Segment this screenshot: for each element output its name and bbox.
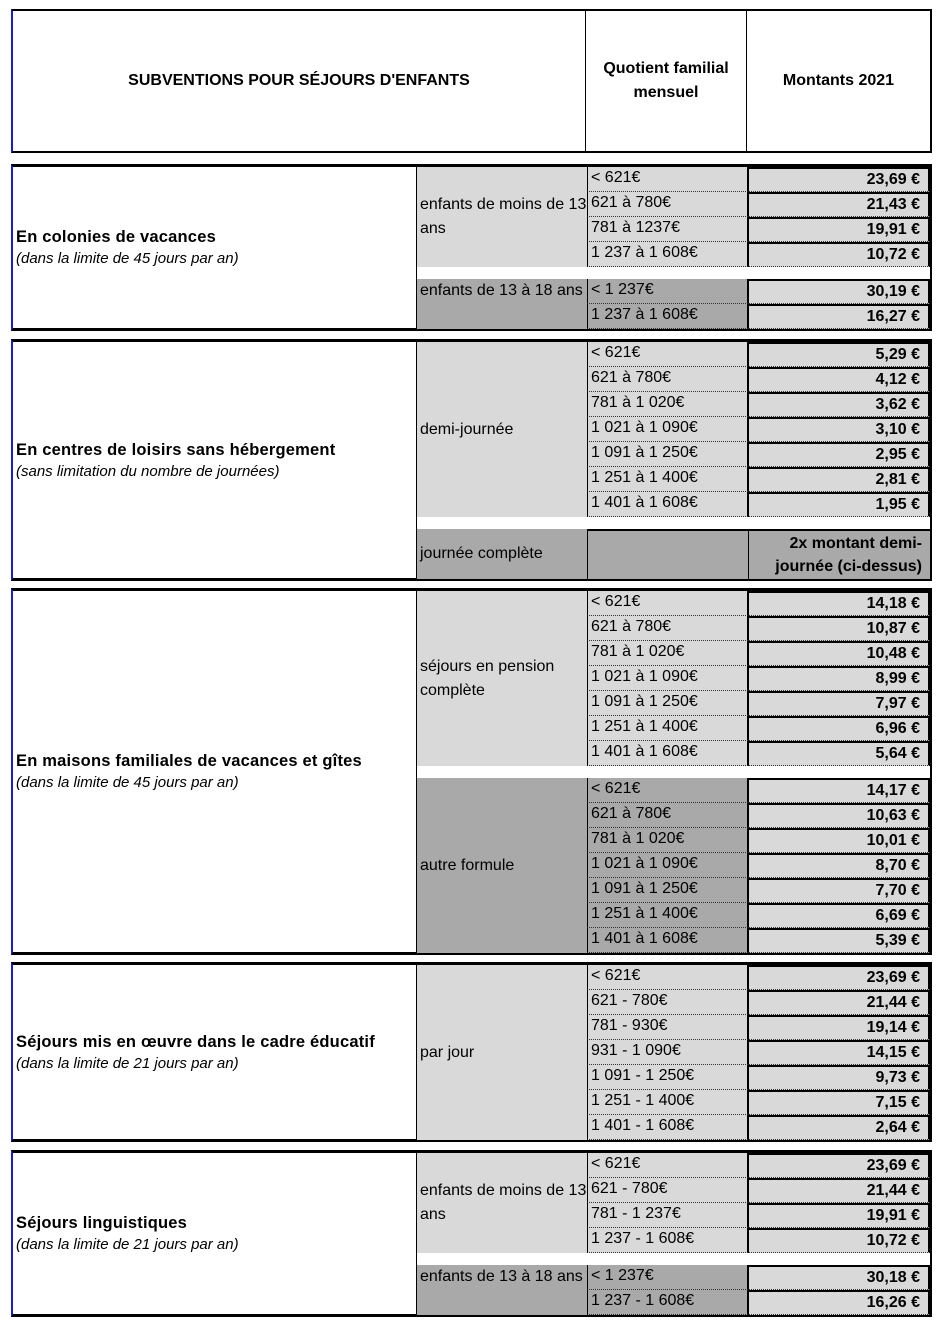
amount-cell: 2,81 € xyxy=(748,467,930,492)
quotient-cell: 1 091 - 1 250€ xyxy=(587,1065,748,1090)
spacer-row xyxy=(416,766,930,778)
amount-cell: 10,72 € xyxy=(748,1228,930,1253)
spacer-row xyxy=(416,517,930,529)
section-subtitle: (dans la limite de 21 jours par an) xyxy=(16,1236,239,1253)
amount-cell: 6,96 € xyxy=(748,716,930,741)
quotient-cell: < 621€ xyxy=(587,591,748,616)
table-row xyxy=(587,591,930,616)
table-row xyxy=(587,641,930,666)
quotient-cell: 1 021 à 1 090€ xyxy=(587,666,748,691)
note-text: 2x montant demi-journée (ci-dessus) xyxy=(775,535,922,575)
quotient-cell: < 621€ xyxy=(587,965,748,990)
quotient-cell: 781 à 1 020€ xyxy=(587,392,748,417)
table-row xyxy=(587,1203,930,1228)
quotient-cell: 781 à 1 020€ xyxy=(587,641,748,666)
table-row xyxy=(587,167,930,192)
quotient-cell: 1 401 à 1 608€ xyxy=(587,928,748,953)
amount-cell: 19,14 € xyxy=(748,1015,930,1040)
table-row xyxy=(587,1290,930,1315)
quotient-cell: 1 237 à 1 608€ xyxy=(587,304,748,329)
quotient-cell: 781 à 1 020€ xyxy=(587,828,748,853)
table-row xyxy=(587,1090,930,1115)
quotient-cell: 1 251 à 1 400€ xyxy=(587,716,748,741)
table-row xyxy=(587,878,930,903)
section-label xyxy=(13,1153,416,1315)
quotient-cell: 621 à 780€ xyxy=(587,367,748,392)
quotient-cell: 1 401 - 1 608€ xyxy=(587,1115,748,1140)
table-row xyxy=(587,467,930,492)
quotient-cell: < 621€ xyxy=(587,778,748,803)
section-title: En maisons familiales de vacances et gîtes xyxy=(16,752,362,770)
amount-cell: 9,73 € xyxy=(748,1065,930,1090)
amount-cell: 5,29 € xyxy=(748,342,930,367)
quotient-cell: 621 à 780€ xyxy=(587,803,748,828)
amount-cell: 3,62 € xyxy=(748,392,930,417)
table-row xyxy=(587,342,930,367)
table-row xyxy=(587,417,930,442)
group-label xyxy=(416,167,587,267)
amount-cell: 2,95 € xyxy=(748,442,930,467)
amount-cell: 21,43 € xyxy=(748,192,930,217)
group-label-text: autre formule xyxy=(420,856,515,874)
table-row xyxy=(587,279,930,304)
group-label-text: enfants de 13 à 18 ans xyxy=(420,1268,583,1285)
group-label xyxy=(416,965,587,1140)
table-row xyxy=(587,392,930,417)
quotient-cell: 1 237 à 1 608€ xyxy=(587,242,748,267)
amount-cell: 21,44 € xyxy=(748,1178,930,1203)
table-row xyxy=(587,716,930,741)
section-subtitle: (dans la limite de 21 jours par an) xyxy=(16,1054,239,1072)
group-label xyxy=(416,1265,587,1315)
quotient-cell: < 621€ xyxy=(587,1153,748,1178)
amount-cell: 5,64 € xyxy=(748,741,930,766)
quotient-cell: 1 401 à 1 608€ xyxy=(587,492,748,517)
amount-cell: 5,39 € xyxy=(748,928,930,953)
quotient-cell: 621 - 780€ xyxy=(587,990,748,1015)
quotient-cell: 781 - 930€ xyxy=(587,1015,748,1040)
amount-cell: 6,69 € xyxy=(748,903,930,928)
quotient-cell-empty xyxy=(587,529,748,579)
table-row xyxy=(587,1065,930,1090)
group-label-text: journée complète xyxy=(420,545,543,562)
amount-cell: 30,19 € xyxy=(748,279,930,304)
header-montants: Montants 2021 xyxy=(746,11,930,151)
amount-cell: 14,15 € xyxy=(748,1040,930,1065)
amount-cell: 7,15 € xyxy=(748,1090,930,1115)
table-row xyxy=(587,1153,930,1178)
amount-cell: 7,70 € xyxy=(748,878,930,903)
header-quotient: Quotient familial mensuel xyxy=(585,11,746,151)
amount-cell: 10,01 € xyxy=(748,828,930,853)
header-title: SUBVENTIONS POUR SÉJOURS D'ENFANTS xyxy=(128,72,470,89)
quotient-cell: 1 401 à 1 608€ xyxy=(587,741,748,766)
section-1 xyxy=(11,339,932,581)
group-label-text: séjours en pension complète xyxy=(420,657,555,699)
amount-cell: 23,69 € xyxy=(748,965,930,990)
amount-cell: 19,91 € xyxy=(748,1203,930,1228)
spacer-row xyxy=(416,1253,930,1265)
section-title: En centres de loisirs sans hébergement xyxy=(16,440,336,459)
amount-cell: 23,69 € xyxy=(748,1153,930,1178)
amount-cell: 23,69 € xyxy=(748,167,930,192)
quotient-cell: 931 - 1 090€ xyxy=(587,1040,748,1065)
amount-cell: 16,27 € xyxy=(748,304,930,329)
amount-cell: 7,97 € xyxy=(748,691,930,716)
table-row xyxy=(587,217,930,242)
table-row xyxy=(587,990,930,1015)
table-row xyxy=(587,304,930,329)
quotient-cell: 1 237 - 1 608€ xyxy=(587,1228,748,1253)
group-label xyxy=(416,778,587,953)
table-row xyxy=(587,965,930,990)
group-label-text: demi-journée xyxy=(420,420,514,438)
table-row xyxy=(587,666,930,691)
quotient-cell: 621 à 780€ xyxy=(587,616,748,641)
quotient-cell: 1 091 à 1 250€ xyxy=(587,442,748,467)
quotient-cell: < 1 237€ xyxy=(587,279,748,304)
table-row xyxy=(587,367,930,392)
table-row xyxy=(587,928,930,953)
table-row xyxy=(587,741,930,766)
quotient-cell: 1 251 à 1 400€ xyxy=(587,903,748,928)
quotient-cell: 1 091 à 1 250€ xyxy=(587,878,748,903)
table-row xyxy=(587,242,930,267)
table-row xyxy=(587,1040,930,1065)
amount-cell: 19,91 € xyxy=(748,217,930,242)
quotient-cell: < 621€ xyxy=(587,342,748,367)
amount-cell: 1,95 € xyxy=(748,492,930,517)
quotient-cell: 1 251 à 1 400€ xyxy=(587,467,748,492)
amount-cell: 8,99 € xyxy=(748,666,930,691)
table-row xyxy=(587,903,930,928)
group-label xyxy=(416,529,587,579)
table-row xyxy=(587,778,930,803)
quotient-cell: 621 - 780€ xyxy=(587,1178,748,1203)
table-row xyxy=(587,616,930,641)
section-subtitle: (dans la limite de 45 jours par an) xyxy=(16,774,239,791)
group-label-text: enfants de moins de 13 ans xyxy=(420,196,587,237)
section-subtitle: (sans limitation du nombre de journées) xyxy=(16,462,280,480)
table-row xyxy=(587,691,930,716)
group-label-text: enfants de moins de 13 ans xyxy=(420,1182,587,1223)
section-label xyxy=(13,167,416,329)
section-4 xyxy=(11,1150,932,1317)
table-row xyxy=(587,1115,930,1140)
spacer-row xyxy=(416,267,930,279)
table-row xyxy=(587,1265,930,1290)
quotient-cell: 1 021 à 1 090€ xyxy=(587,853,748,878)
table-row xyxy=(587,1178,930,1203)
group-label-text: enfants de 13 à 18 ans xyxy=(420,282,583,299)
table-row xyxy=(587,1015,930,1040)
quotient-cell: 1 021 à 1 090€ xyxy=(587,417,748,442)
group-label xyxy=(416,342,587,517)
amount-cell: 10,63 € xyxy=(748,803,930,828)
section-title: Séjours linguistiques xyxy=(16,1214,188,1232)
table-row xyxy=(587,1228,930,1253)
section-label xyxy=(13,342,416,579)
table-header xyxy=(11,9,932,153)
amount-cell: 10,48 € xyxy=(748,641,930,666)
quotient-cell: 1 251 - 1 400€ xyxy=(587,1090,748,1115)
table-row xyxy=(587,442,930,467)
quotient-cell: 1 091 à 1 250€ xyxy=(587,691,748,716)
quotient-cell: < 1 237€ xyxy=(587,1265,748,1290)
amount-cell: 21,44 € xyxy=(748,990,930,1015)
table-row xyxy=(587,803,930,828)
section-3 xyxy=(11,962,932,1142)
section-title: En colonies de vacances xyxy=(16,228,216,246)
group-label xyxy=(416,591,587,766)
note-cell xyxy=(748,529,930,579)
amount-cell: 3,10 € xyxy=(748,417,930,442)
amount-cell: 8,70 € xyxy=(748,853,930,878)
section-title: Séjours mis en œuvre dans le cadre éducatif xyxy=(16,1032,375,1051)
amount-cell: 2,64 € xyxy=(748,1115,930,1140)
amount-cell: 10,72 € xyxy=(748,242,930,267)
section-subtitle: (dans la limite de 45 jours par an) xyxy=(16,250,239,267)
quotient-cell: < 621€ xyxy=(587,167,748,192)
amount-cell: 16,26 € xyxy=(748,1290,930,1315)
table-row xyxy=(587,492,930,517)
section-label xyxy=(13,965,416,1140)
quotient-cell: 1 237 - 1 608€ xyxy=(587,1290,748,1315)
amount-cell: 10,87 € xyxy=(748,616,930,641)
quotient-cell: 781 à 1237€ xyxy=(587,217,748,242)
amount-cell: 14,18 € xyxy=(748,591,930,616)
section-2 xyxy=(11,588,932,955)
group-label xyxy=(416,1153,587,1253)
table-row xyxy=(587,853,930,878)
quotient-cell: 781 - 1 237€ xyxy=(587,1203,748,1228)
table-row xyxy=(587,828,930,853)
amount-cell: 14,17 € xyxy=(748,778,930,803)
amount-cell: 4,12 € xyxy=(748,367,930,392)
section-label xyxy=(13,591,416,953)
quotient-cell: 621 à 780€ xyxy=(587,192,748,217)
amount-cell: 30,18 € xyxy=(748,1265,930,1290)
group-label xyxy=(416,279,587,329)
table-row xyxy=(587,192,930,217)
section-0 xyxy=(11,164,932,331)
group-label-text: par jour xyxy=(420,1043,475,1061)
